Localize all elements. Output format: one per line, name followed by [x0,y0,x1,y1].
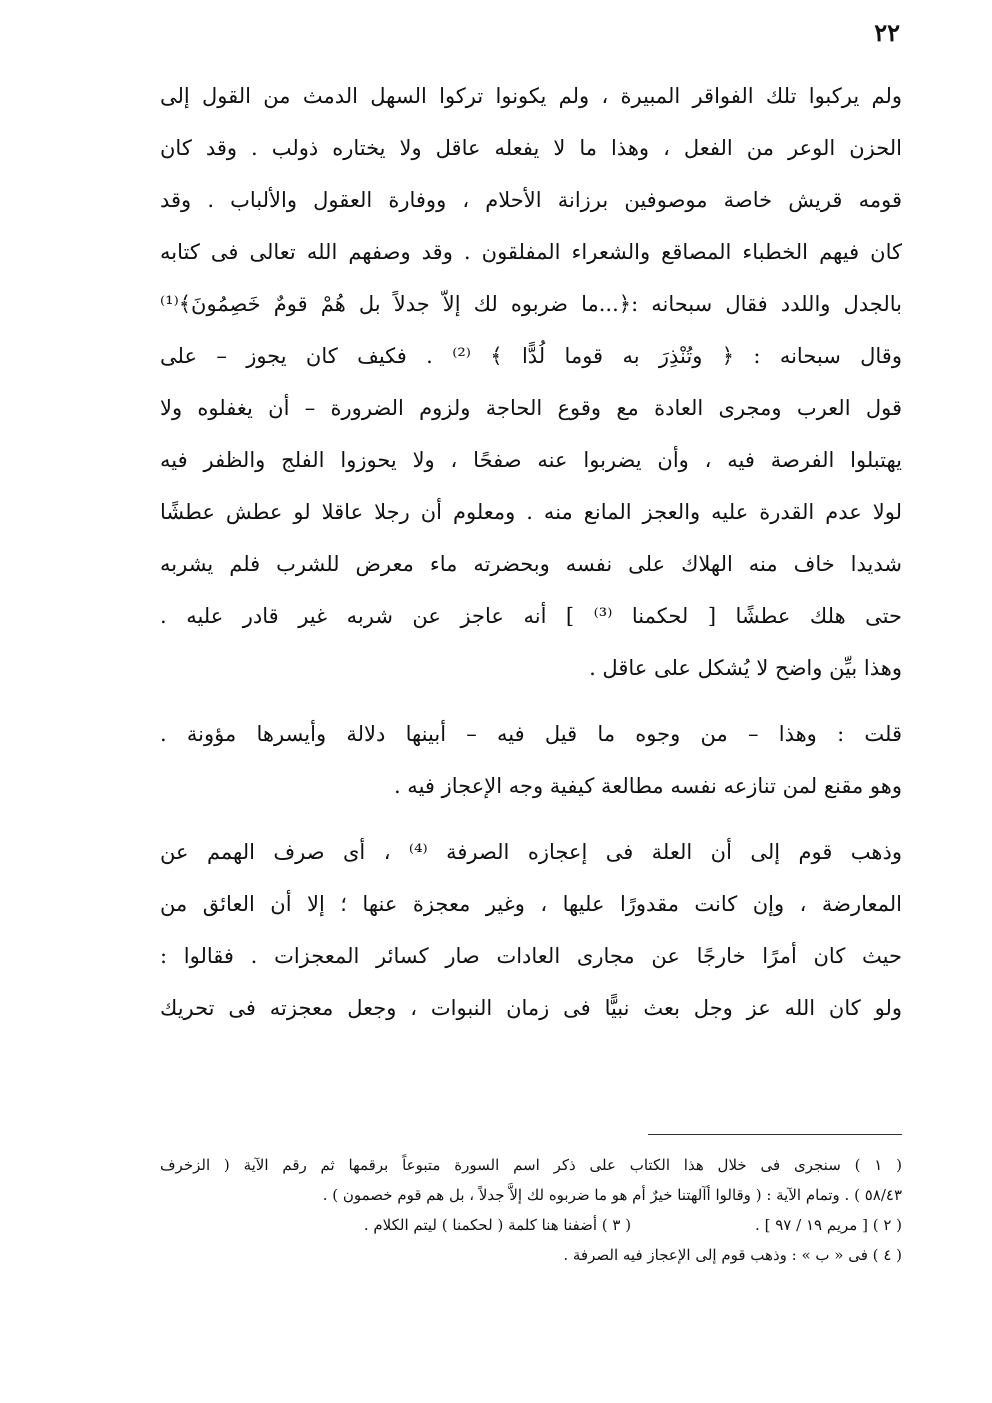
text-line: وهو مقنع لمن تنازعه نفسه مطالعة كيفية وجه الإعجاز فيه . [393,774,902,798]
text-line: المعارضة ، وإن كانت مقدورًا عليها ، وغير معجزة عنها ؛ إلا أن العائق من [160,892,902,916]
text-line: قومه قريش خاصة موصوفين برزانة الأحلام ، ووفارة العقول والألباب . وقد [160,188,902,212]
text-line: بالجدل واللدد فقال سبحانه :﴿...ما ضربوه لك إلاّ جدلاً بل هُمْ قومٌ خَصِمُونَ﴾⁽¹⁾ [160,292,902,316]
text-line: يهتبلوا الفرصة فيه ، وأن يضربوا عنه صفحًا ، ولا يحوزوا الفلج والظفر فيه [160,448,902,472]
text-line: وهذا بيِّن واضح لا يُشكل على عاقل . [589,656,902,680]
text-line: ولم يركبوا تلك الفواقر المبيرة ، ولم يكونوا تركوا السهل الدمث من القول إلى [160,84,902,108]
text-line: شديدا خاف منه الهلاك على نفسه وبحضرته ماء معرض للشرب فلم يشربه [160,552,902,576]
footnote-line: ( ٤ ) فى « ب » : وذهب قوم إلى الإعجاز فيه الصرفة . [563,1246,902,1264]
text-line: قلت : وهذا – من وجوه ما قيل فيه – أبينها دلالة وأيسرها مؤونة . [160,722,902,746]
text-line: قول العرب ومجرى العادة مع وقوع الحاجة ولزوم الضرورة – أن يغفلوه ولا [160,396,902,420]
paragraph-2 [160,708,902,812]
paragraph-3 [160,826,902,1034]
text-line: حيث كان أمرًا خارجًا عن مجارى العادات صار كسائر المعجزات . فقالوا : [160,944,902,968]
text-line: لولا عدم القدرة عليه والعجز المانع منه . ومعلوم أن رجلا عاقلا لو عطش عطشًا [160,500,902,524]
footnote-divider [648,1134,902,1135]
text-line: وقال سبحانه : ﴿ وتُنْذِرَ به قوما لُدًّا ﴾ ⁽²⁾ . فكيف كان يجوز – على [160,344,902,368]
footnote-line: ( ٢ ) [ مريم ١٩ / ٩٧ ] . ( ٣ ) أضفنا هنا كلمة ( لحكمنا ) ليتم الكلام . [363,1216,902,1234]
text-line: الحزن الوعر من الفعل ، وهذا ما لا يفعله عاقل ولا يختاره ذولب . وقد كان [160,136,902,160]
paragraph-1 [160,70,902,694]
page-number: ٢٢ [874,18,900,47]
footnote-line: ٥٨/٤٣ ) . وتمام الآية : ( وقالوا أآلهتنا خيرٌ أم هو ما ضربوه لك إلاَّ جدلاً ، بل هم قوم خصمون ) . [322,1186,902,1204]
footnotes [160,1150,902,1270]
text-line: حتى هلك عطشًا [ لحكمنا ⁽³⁾ ] أنه عاجز عن شربه غير قادر عليه . [160,604,902,628]
footnote-line: ( ١ ) سنجرى فى خلال هذا الكتاب على ذكر اسم السورة متبوعاً برقمها ثم رقم الآية ( الزخرف [160,1156,902,1174]
text-line: كان فيهم الخطباء المصاقع والشعراء المفلقون . وقد وصفهم الله تعالى فى كتابه [160,240,902,264]
text-line: وذهب قوم إلى أن العلة فى إعجازه الصرفة ⁽⁴⁾ ، أى صرف الهمم عن [160,840,902,864]
body-text [160,70,902,1034]
text-line: ولو كان الله عز وجل بعث نبيًّا فى زمان النبوات ، وجعل معجزته فى تحريك [160,996,902,1020]
